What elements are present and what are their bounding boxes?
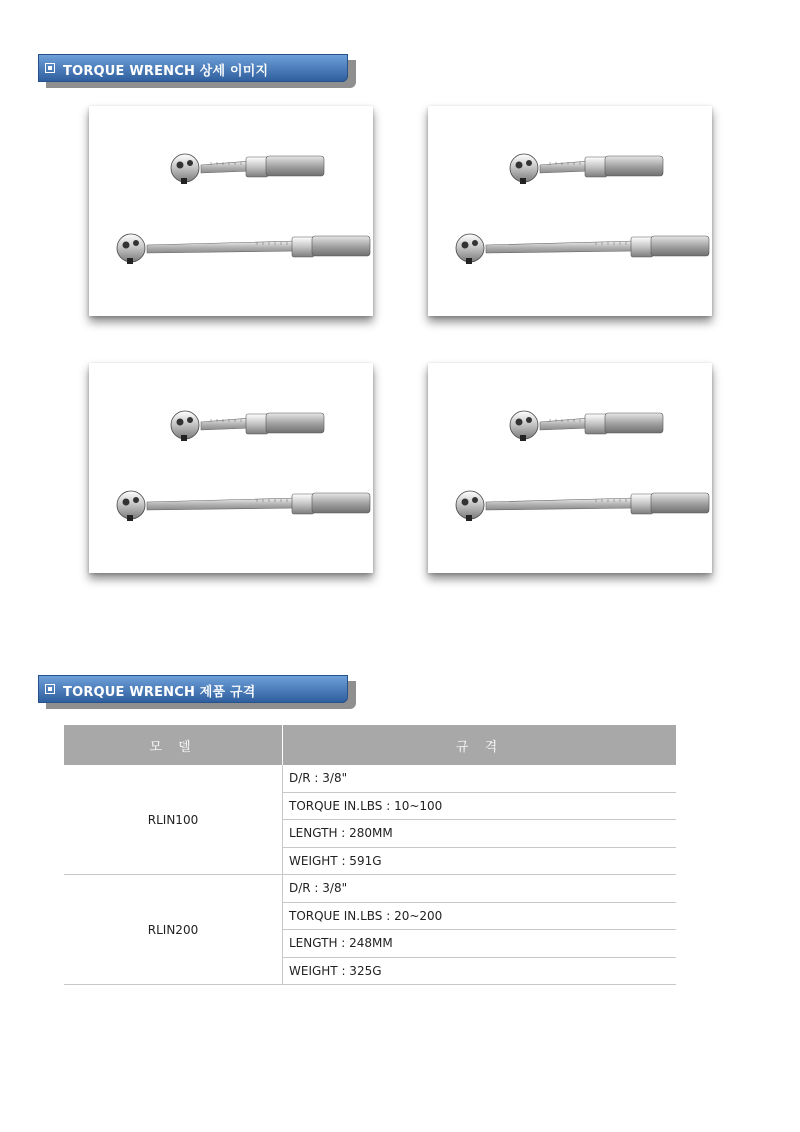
spec-cell: TORQUE IN.LBS : 10~100 (283, 792, 677, 820)
torque-wrench-image (428, 363, 712, 573)
wrench-photo-2 (428, 106, 712, 316)
square-bullet-icon (45, 684, 55, 694)
spec-cell: TORQUE IN.LBS : 20~200 (283, 902, 677, 930)
section-header-detail-images (38, 54, 350, 84)
model-cell: RLIN200 (64, 875, 283, 985)
wrench-photo-3 (89, 363, 373, 573)
table-header-row (64, 725, 676, 765)
wrench-photo-1 (89, 106, 373, 316)
torque-wrench-image (89, 106, 373, 316)
square-bullet-icon (45, 63, 55, 73)
header-bar (38, 675, 348, 703)
spec-cell: WEIGHT : 591G (283, 847, 677, 875)
spec-table (64, 725, 676, 985)
section-title: TORQUE WRENCH 상세 이미지 (63, 64, 269, 79)
torque-wrench-image (428, 106, 712, 316)
spec-cell: D/R : 3/8" (283, 765, 677, 792)
table-row (64, 765, 676, 792)
section-title: TORQUE WRENCH 제품 규격 (63, 685, 256, 700)
section-header-product-spec (38, 675, 350, 705)
torque-wrench-image (89, 363, 373, 573)
spec-cell: LENGTH : 248MM (283, 930, 677, 958)
spec-cell: LENGTH : 280MM (283, 820, 677, 848)
column-header-model: 모 델 (64, 725, 283, 765)
model-cell: RLIN100 (64, 765, 283, 875)
spec-cell: D/R : 3/8" (283, 875, 677, 903)
wrench-photo-4 (428, 363, 712, 573)
column-header-spec: 규 격 (283, 725, 677, 765)
header-bar (38, 54, 348, 82)
table-row (64, 875, 676, 903)
spec-cell: WEIGHT : 325G (283, 957, 677, 985)
